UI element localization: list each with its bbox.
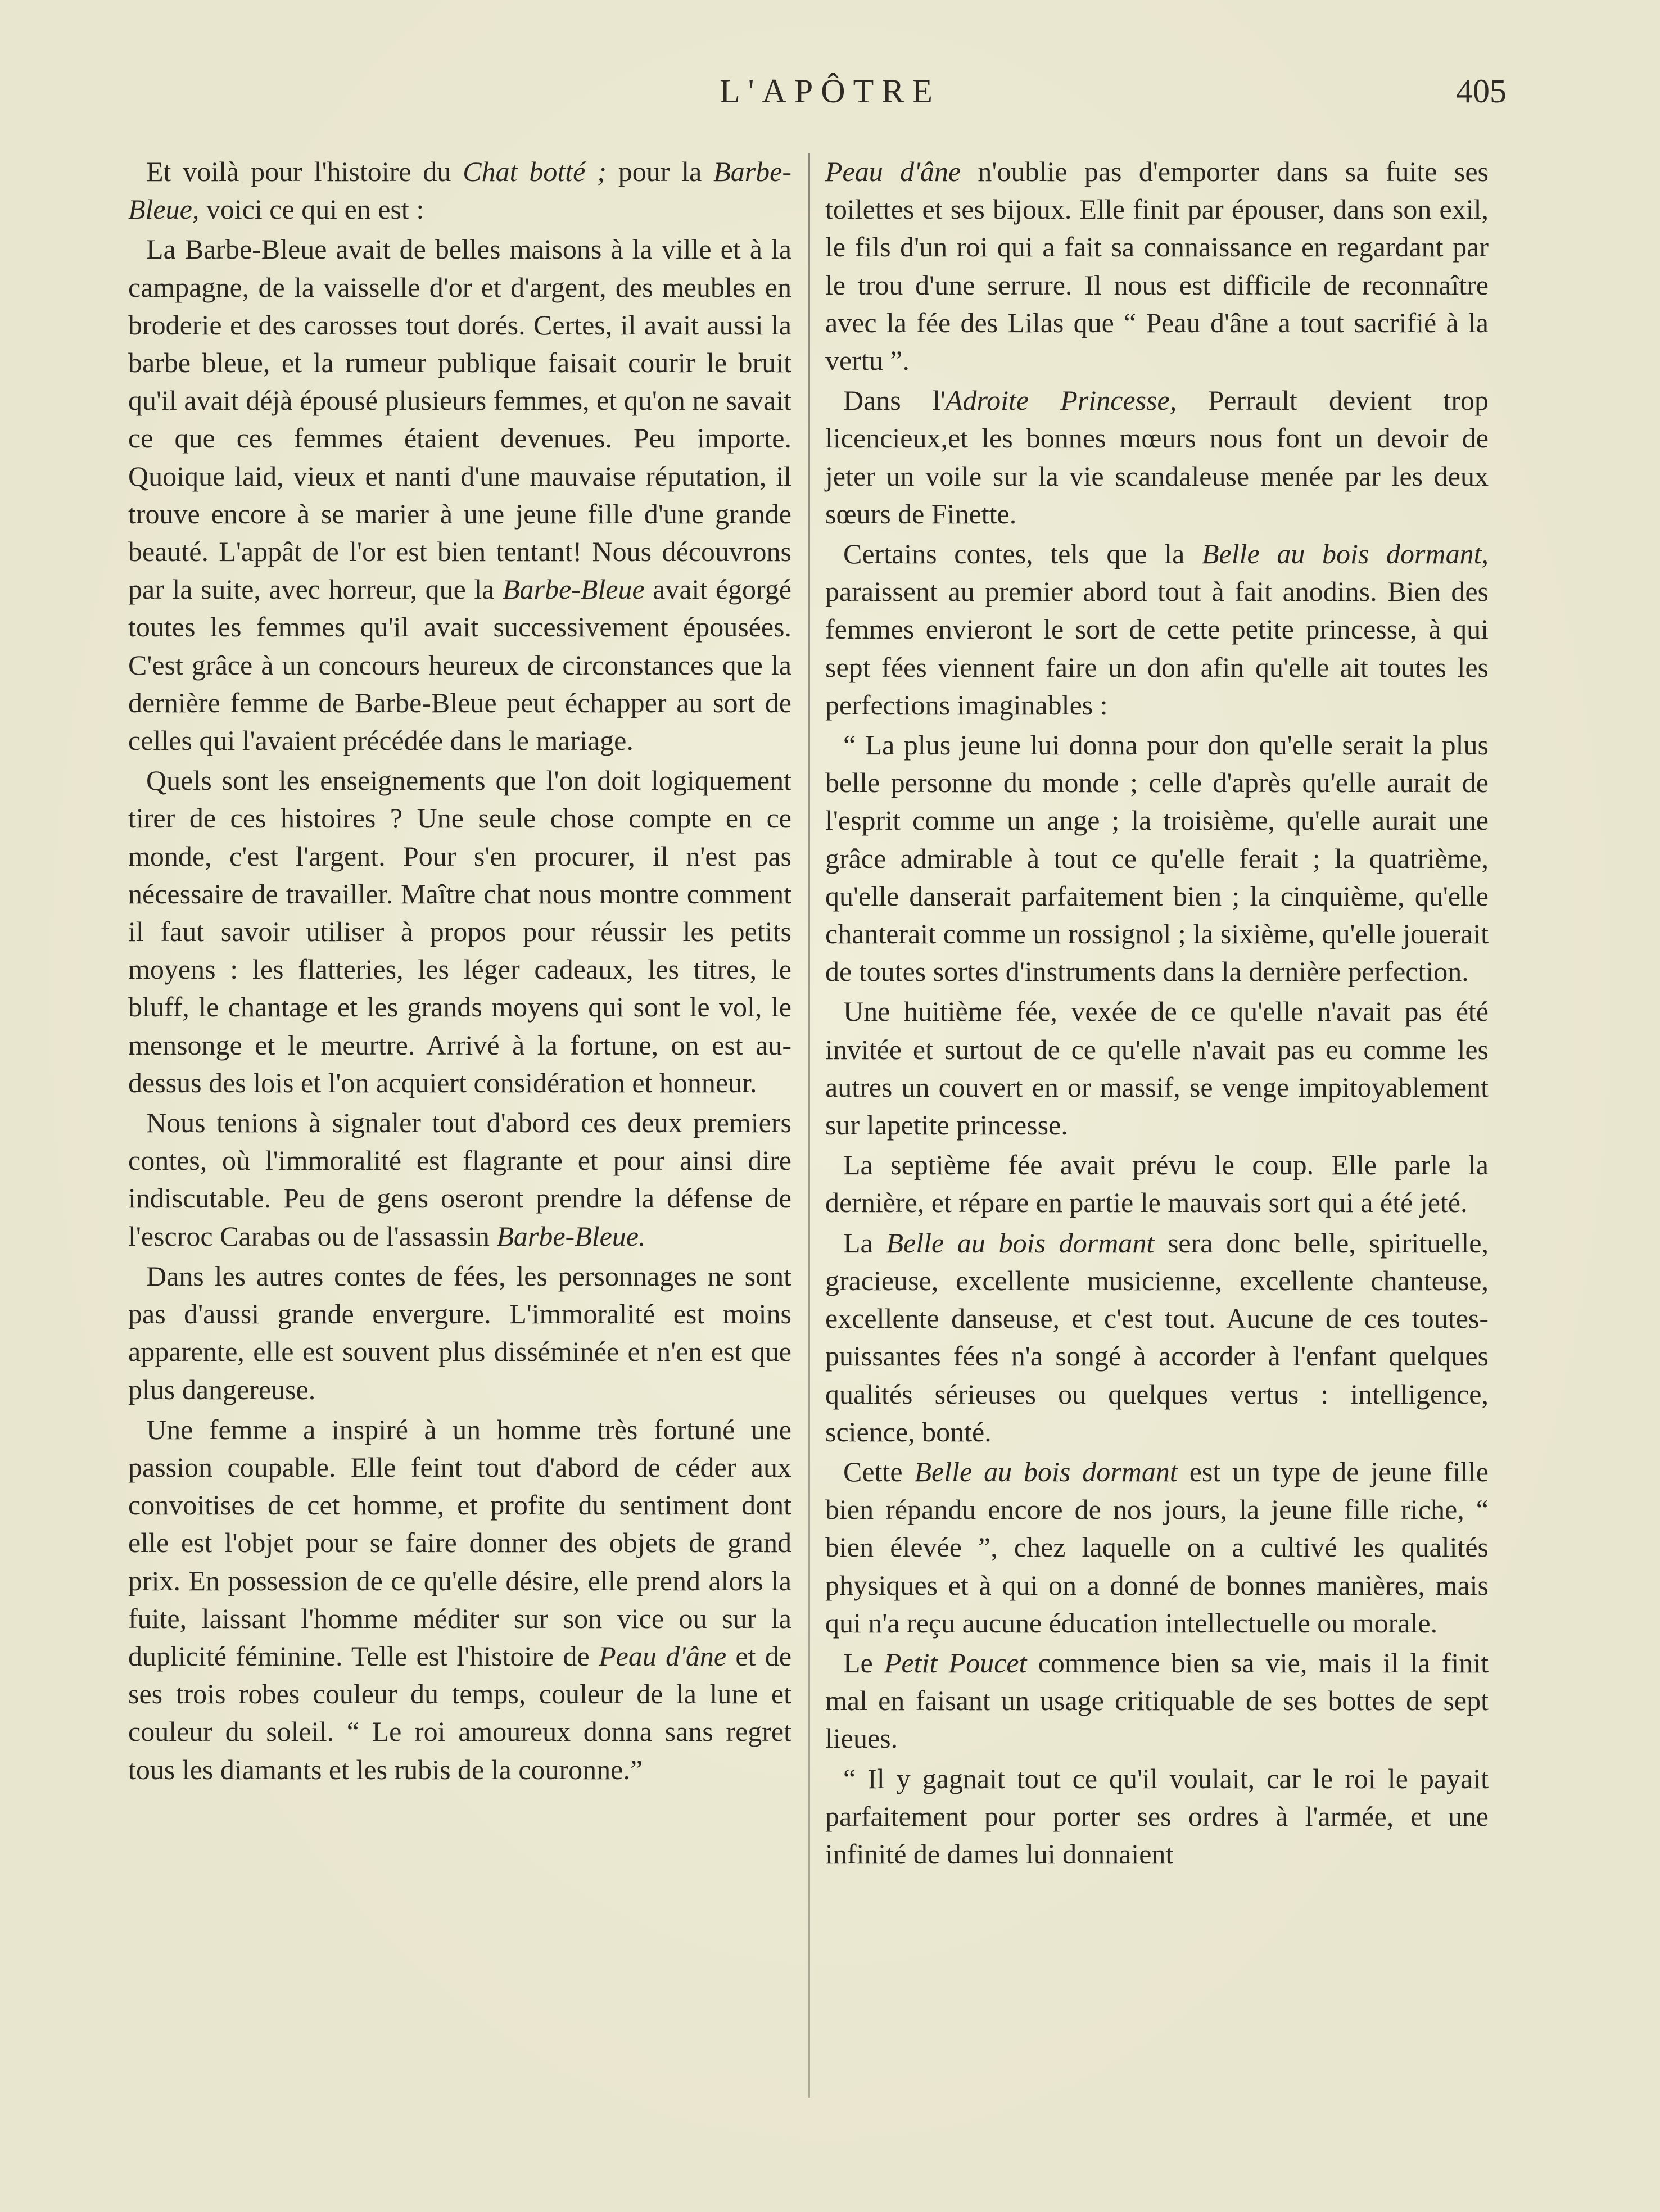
paragraph (825, 1760, 1489, 1874)
text-run: Certains contes, tels que la (843, 538, 1202, 570)
paragraph (825, 1224, 1489, 1451)
paragraph (825, 1453, 1489, 1642)
text-run: “ Il y gagnait tout ce qu'il voulait, car le roi le payait parfaitement pour porter ses ordres à l'armée, et une infinité de dames lui donnaient (825, 1762, 1489, 1870)
text-run: sera donc belle, spirituelle, gracieuse, excellente musicienne, excellente chanteuse, excellente danseuse, et c'est tout. Aucune de ces toutes-puissantes fées n'a songé à accorder à l'enfant quelques qualités sérieuses ou quelques vertus : intelligence, science, bonté. (825, 1227, 1489, 1447)
paragraph (825, 726, 1489, 990)
paragraph (128, 1411, 791, 1789)
italic-title: Belle au bois dormant (886, 1227, 1155, 1259)
text-run: avait égorgé toutes les femmes qu'il avait successivement épousées. C'est grâce à un concours heureux de circonstances que la dernière femme de Barbe-Bleue peut échapper au sort de celles qui l'avaient précédée dans le mariage. (128, 573, 791, 757)
text-run: Cette (843, 1455, 915, 1487)
text-run: commence bien sa vie, mais il la finit mal en faisant un usage critiquable de ses bottes de sept lieues. (825, 1646, 1489, 1754)
paragraph (825, 382, 1489, 533)
text-run: La (843, 1227, 886, 1259)
text-run: La septième fée avait prévu le coup. Elle parle la dernière, et répare en partie le mauvais sort qui a été jeté. (825, 1149, 1489, 1219)
running-title: L'APÔTRE (720, 73, 940, 110)
text-run: La Barbe-Bleue avait de belles maisons à la ville et à la campagne, de la vaisselle d'or et d'argent, des meubles en broderie et des carosses tout dorés. Certes, il avait aussi la barbe bleue, et la rumeur publique faisait courir le bruit qu'il avait déjà épousé plusieurs femmes, et qu'on ne savait ce que ces femmes étaient devenues. Peu importe. Quoique laid, vieux et nanti d'une mauvaise réputation, il trouve encore à se marier à une jeune fille d'une grande beauté. L'appât de l'or est bien tentant! Nous découvrons par la suite, avec horreur, que la (128, 233, 791, 605)
text-run: Le (843, 1646, 884, 1679)
text-run: Nous tenions à signaler tout d'abord ces deux premiers contes, où l'immoralité est flagrante et pour ainsi dire indiscutable. Peu de gens oseront prendre la défense de l'escroc Carabas ou de l'assassin (128, 1107, 791, 1252)
text-run: Dans les autres contes de fées, les personnages ne sont pas d'aussi grande envergure. L'immoralité est moins apparente, elle est souvent plus disséminée et n'en est que plus dangereuse. (128, 1260, 791, 1405)
text-run: Perrault devient trop licencieux,et les bonnes mœurs nous font un devoir de jeter un voile sur la vie scandaleuse menée par les deux sœurs de Finette. (825, 385, 1489, 530)
text-run: Et voilà pour l'histoire du (146, 156, 463, 187)
text-run: “ La plus jeune lui donna pour don qu'elle serait la plus belle personne du monde ; celle d'après qu'elle aurait de l'esprit comme un ange ; la troisième, qu'elle aurait une grâce admirable à tout ce qu'elle ferait ; la quatrième, qu'elle danserait parfaitement bien ; la cinquième, qu'elle chanterait comme un rossignol ; la sixième, qu'elle jouerait de toutes sortes d'instruments dans la dernière perfection. (825, 729, 1489, 988)
text-run: Quels sont les enseignements que l'on doit logiquement tirer de ces histoires ? Une seule chose compte en ce monde, c'est l'argent. Pour s'en procurer, il n'est pas nécessaire de travailler. Maître chat nous montre comment il faut savoir utiliser à propos pour réussir les petits moyens : les flatteries, les léger cadeaux, les titres, le bluff, le chantage et les grands moyens qui sont le vol, le mensonge et le meurtre. Arrivé à la fortune, on est au-dessus des lois et l'on acquiert considération et honneur. (128, 765, 791, 1098)
text-run: Une femme a inspiré à un homme très fortuné une passion coupable. Elle feint tout d'abord de céder aux convoitises de cet homme, et profite du sentiment dont elle est l'objet pour se faire donner des objets de grand prix. En possession de ce qu'elle désire, elle prend alors la fuite, laissant l'homme méditer sur son vice ou sur la duplicité féminine. Telle est l'histoire de (128, 1413, 791, 1672)
text-run: est un type de jeune fille bien répandu encore de nos jours, la jeune fille riche, “ bien élevée ”, chez laquelle on a cultivé les qualités physiques et à qui on a donné de bonnes manières, mais qui n'a reçu aucune éducation intellectuelle ou morale. (825, 1455, 1489, 1639)
text-run: Une huitième fée, vexée de ce qu'elle n'avait pas été invitée et surtout de ce qu'elle n'avait pas eu comme les autres un couvert en or massif, se venge impitoyablement sur lapetite princesse. (825, 996, 1489, 1141)
italic-title: Chat botté ; (463, 156, 607, 187)
page-number: 405 (1456, 73, 1507, 110)
italic-title: Adroite Princesse, (945, 385, 1177, 417)
left-column (128, 153, 791, 1789)
italic-title: Belle au bois dormant, (1201, 538, 1489, 570)
paragraph (128, 1104, 791, 1255)
paragraph (825, 1644, 1489, 1758)
paragraph (128, 762, 791, 1102)
paragraph (825, 153, 1489, 379)
paragraph (825, 993, 1489, 1144)
page-header (0, 72, 1660, 117)
paragraph (825, 535, 1489, 724)
paragraph (128, 1257, 791, 1409)
italic-title: Belle au bois dormant (914, 1455, 1178, 1487)
italic-title: Barbe-Bleue. (496, 1220, 646, 1252)
paragraph (825, 1146, 1489, 1222)
text-run: n'oublie pas d'emporter dans sa fuite ses toilettes et ses bijoux. Elle finit par épouser, dans son exil, le fils d'un roi qui a fait sa connaissance en regardant par le trou d'une serrure. Il nous est difficile de reconnaître avec la fée des Lilas que “ Peau d'âne a tout sacrifié à la vertu ”. (825, 156, 1489, 377)
text-run: Dans l' (843, 385, 946, 417)
text-run: pour la (606, 156, 714, 187)
column-divider (808, 153, 810, 2098)
paragraph (128, 230, 791, 759)
text-run: voici ce qui en est : (199, 193, 424, 225)
italic-title: Peau d'âne (825, 156, 961, 187)
italic-title: Barbe-Bleue, (128, 156, 792, 225)
text-run: et de ses trois robes couleur du temps, couleur de la lune et couleur du soleil. “ Le roi amoureux donna sans regret tous les diamants et les rubis de la couronne.” (128, 1640, 792, 1785)
italic-title: Barbe-Bleue (502, 573, 645, 605)
text-run: paraissent au premier abord tout à fait anodins. Bien des femmes envieront le sort de cette petite princesse, à qui sept fées viennent faire un don afin qu'elle ait toutes les perfections imaginables : (825, 576, 1489, 721)
paragraph (128, 153, 791, 228)
right-column (825, 153, 1489, 1873)
italic-title: Petit Poucet (884, 1646, 1027, 1679)
italic-title: Peau d'âne (599, 1640, 727, 1672)
